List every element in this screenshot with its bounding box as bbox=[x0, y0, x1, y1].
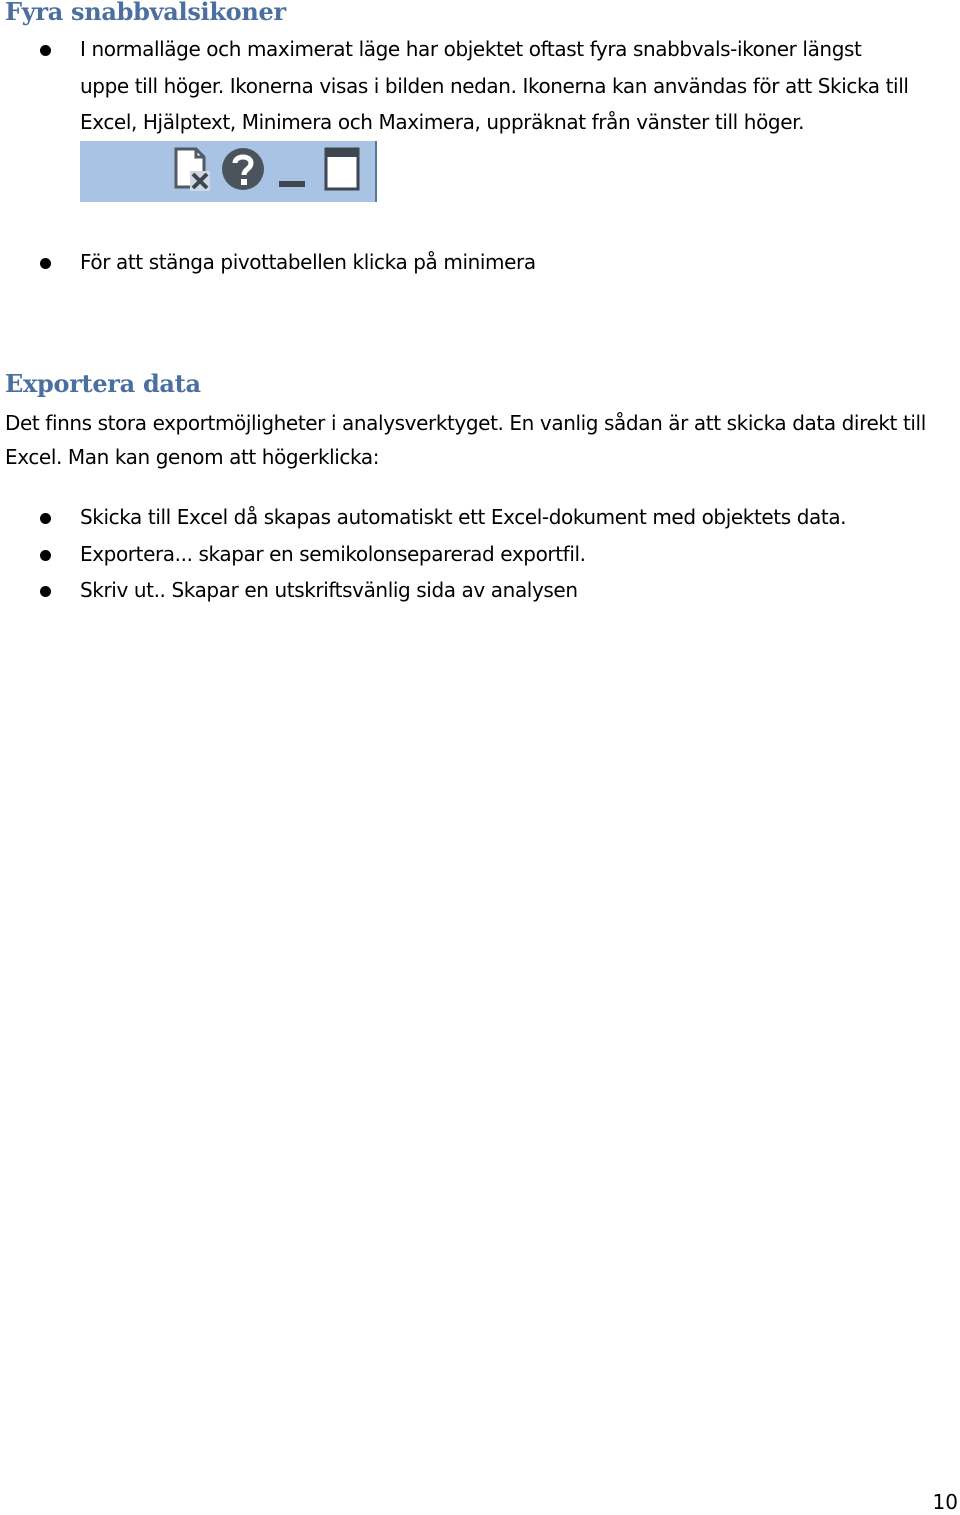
text-line: Excel, Hjälptext, Minimera och Maximera, uppräknat från vänster till höger. bbox=[80, 110, 805, 134]
snabbval-bullet-list-2 bbox=[0, 244, 536, 281]
section-heading-snabbvalsikoner: Fyra snabbvalsikoner bbox=[5, 0, 286, 26]
snabbval-bullet-list bbox=[0, 31, 909, 141]
export-bullet-list bbox=[0, 499, 846, 609]
minimize-icon bbox=[275, 145, 311, 197]
page-number: 10 bbox=[932, 1490, 958, 1514]
text-line: I normalläge och maximerat läge har objektet oftast fyra snabbvals-ikoner längst bbox=[80, 37, 862, 61]
list-item-text: Exportera... skapar en semikolonseparerad exportfil. bbox=[80, 541, 586, 566]
paragraph: Det finns stora exportmöjligheter i analysverktyget. En vanlig sådan är att skicka data direkt till Excel. Man kan genom att högerklicka: bbox=[5, 411, 926, 469]
bullet-icon bbox=[40, 258, 51, 269]
text-line: uppe till höger. Ikonerna visas i bilden nedan. Ikonerna kan användas för att Skicka till bbox=[80, 73, 909, 98]
quick-icons-image bbox=[80, 141, 377, 202]
bullet-icon bbox=[40, 550, 51, 561]
maximize-icon bbox=[320, 145, 364, 197]
bullet-icon bbox=[40, 45, 51, 56]
list-item bbox=[0, 536, 846, 573]
list-item bbox=[0, 572, 846, 609]
list-item bbox=[0, 499, 846, 536]
bullet-icon bbox=[40, 586, 51, 597]
send-to-excel-icon bbox=[170, 145, 218, 197]
text-line: För att stänga pivottabellen klicka på minimera bbox=[80, 250, 536, 274]
list-item bbox=[0, 244, 536, 281]
list-item-text: Skriv ut.. Skapar en utskriftsvänlig sida av analysen bbox=[80, 578, 578, 602]
bullet-icon bbox=[40, 513, 51, 524]
help-icon bbox=[220, 145, 268, 197]
section-heading-exportera-data: Exportera data bbox=[5, 369, 201, 398]
list-item-text: Skicka till Excel då skapas automatiskt ett Excel-dokument med objektets data. bbox=[80, 505, 847, 529]
list-item bbox=[0, 31, 909, 141]
